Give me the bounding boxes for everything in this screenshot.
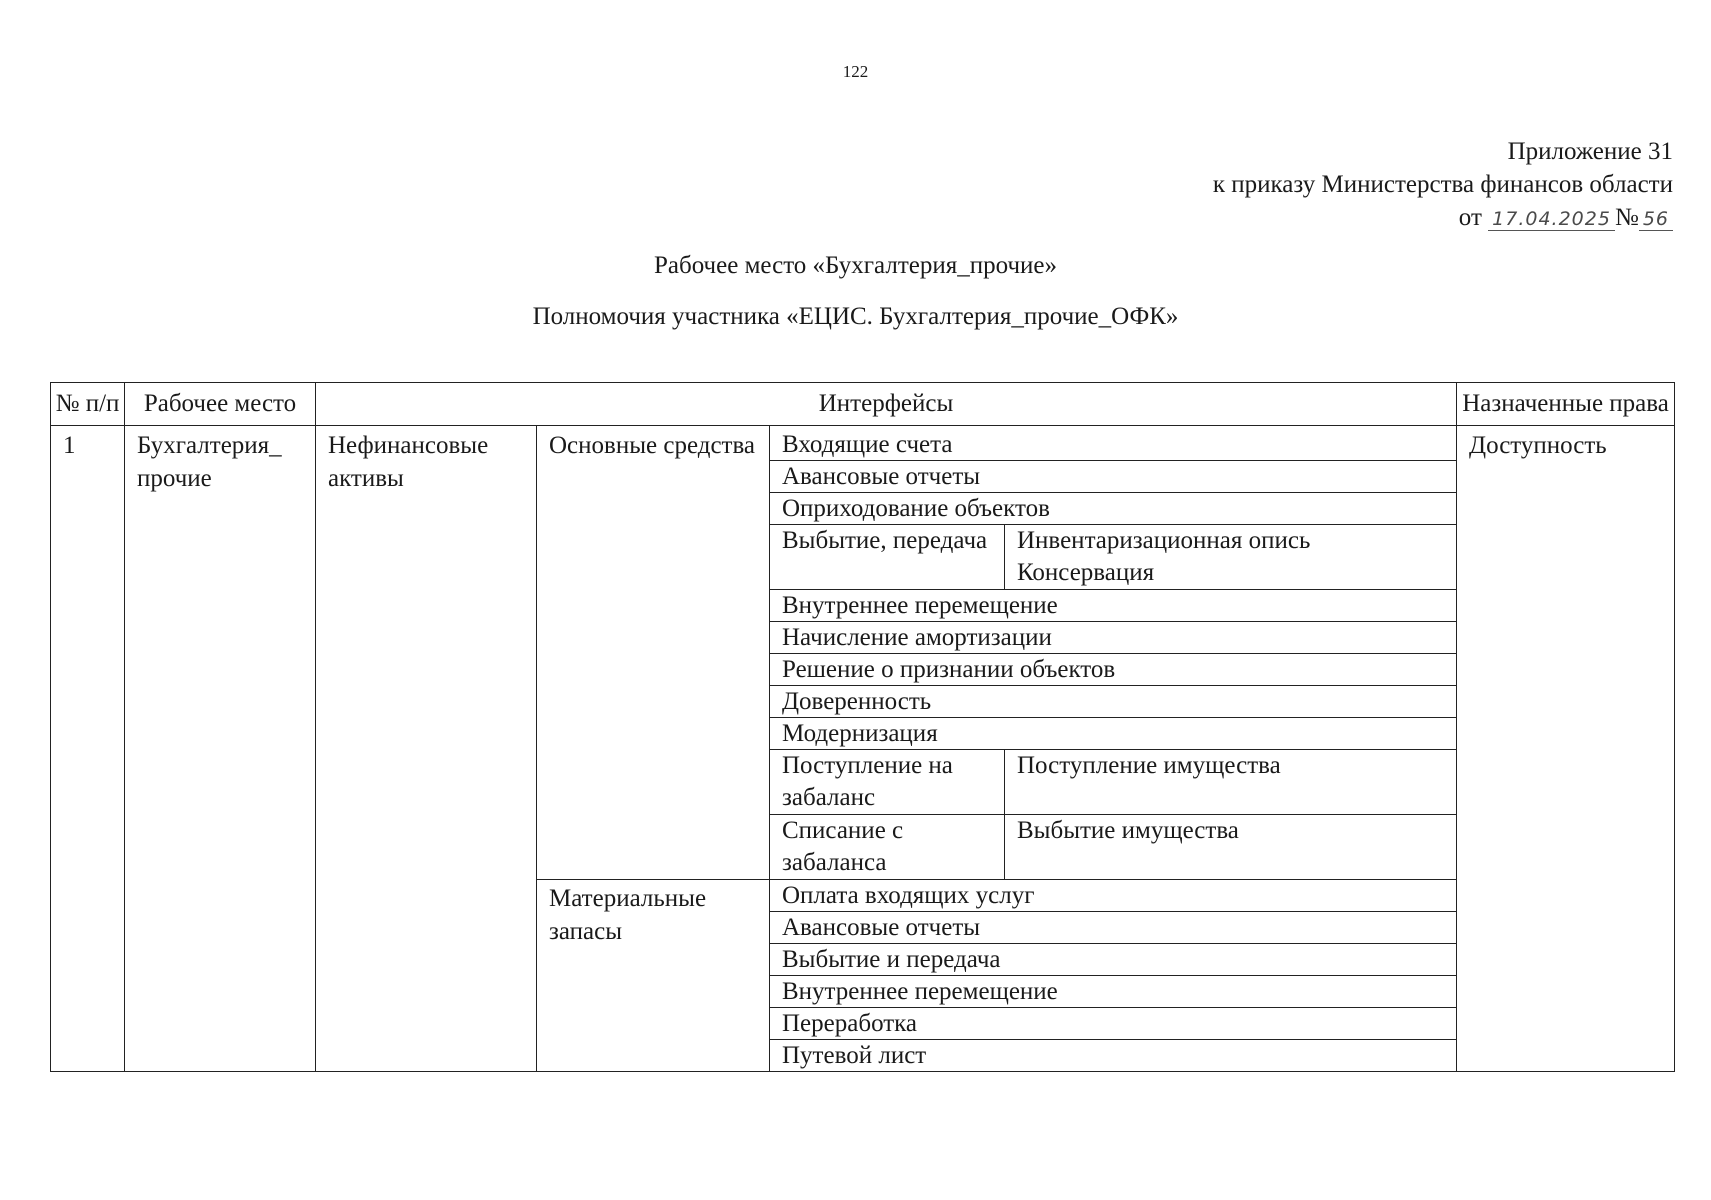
header-num: № п/п [51, 383, 125, 426]
row-workplace: Бухгалтерия_ прочие [125, 426, 316, 1072]
table-row [51, 426, 1675, 461]
appendix-date-line [1459, 201, 1673, 236]
appendix-title: Приложение 31 [1507, 138, 1673, 165]
handwritten-date: 17.04.2025 [1488, 208, 1615, 231]
appendix-header [1213, 135, 1673, 236]
interface-item: Авансовые отчеты [770, 912, 1457, 944]
interface-item: Оприходование объектов [770, 493, 1457, 525]
interface-item: Начисление амортизации [770, 622, 1457, 654]
header-workplace: Рабочее место [125, 383, 316, 426]
interface-item: Модернизация [770, 718, 1457, 750]
interface-subitem: Поступление имущества [1005, 750, 1457, 815]
table-header-row [51, 383, 1675, 426]
interface-subitem: Инвентаризационная опись [1017, 527, 1311, 554]
interface-item: Входящие счета [770, 426, 1457, 461]
interface-subitems [1005, 525, 1457, 590]
handwritten-number: 56 [1639, 208, 1673, 231]
interface-item: Выбытие и передача [770, 944, 1457, 976]
authority-title: Полномочия участника «ЕЦИС. Бухгалтерия_прочие_ОФК» [532, 303, 1179, 330]
row-rights: Доступность [1457, 426, 1675, 1072]
appendix-order: к приказу Министерства финансов области [1212, 171, 1673, 198]
workplace-title: Рабочее место «Бухгалтерия_прочие» [653, 252, 1058, 279]
date-prefix: от [1458, 204, 1482, 231]
interface-item: Авансовые отчеты [770, 461, 1457, 493]
interface-item: Оплата входящих услуг [770, 880, 1457, 912]
section-fixed-assets: Основные средства [537, 426, 770, 880]
interface-item: Поступление на забаланс [770, 750, 1005, 815]
number-prefix: № [1614, 204, 1639, 231]
interface-item: Решение о признании объектов [770, 654, 1457, 686]
interface-item: Путевой лист [770, 1040, 1457, 1072]
section-inventory: Материальные запасы [537, 880, 770, 1072]
interface-item: Доверенность [770, 686, 1457, 718]
interface-subitem: Выбытие имущества [1005, 815, 1457, 880]
page-number: 122 [842, 62, 869, 81]
interface-item: Внутреннее перемещение [770, 976, 1457, 1008]
permissions-table [50, 382, 1675, 1072]
row-number: 1 [51, 426, 125, 1072]
header-interfaces: Интерфейсы [316, 383, 1457, 426]
interface-item: Внутреннее перемещение [770, 590, 1457, 622]
interface-item: Списание с забаланса [770, 815, 1005, 880]
interface-subitem: Консервация [1017, 559, 1155, 586]
interface-item: Переработка [770, 1008, 1457, 1040]
interface-item: Выбытие, передача [770, 525, 1005, 590]
header-rights: Назначенные права [1457, 383, 1675, 426]
row-group: Нефинансовые активы [316, 426, 537, 1072]
